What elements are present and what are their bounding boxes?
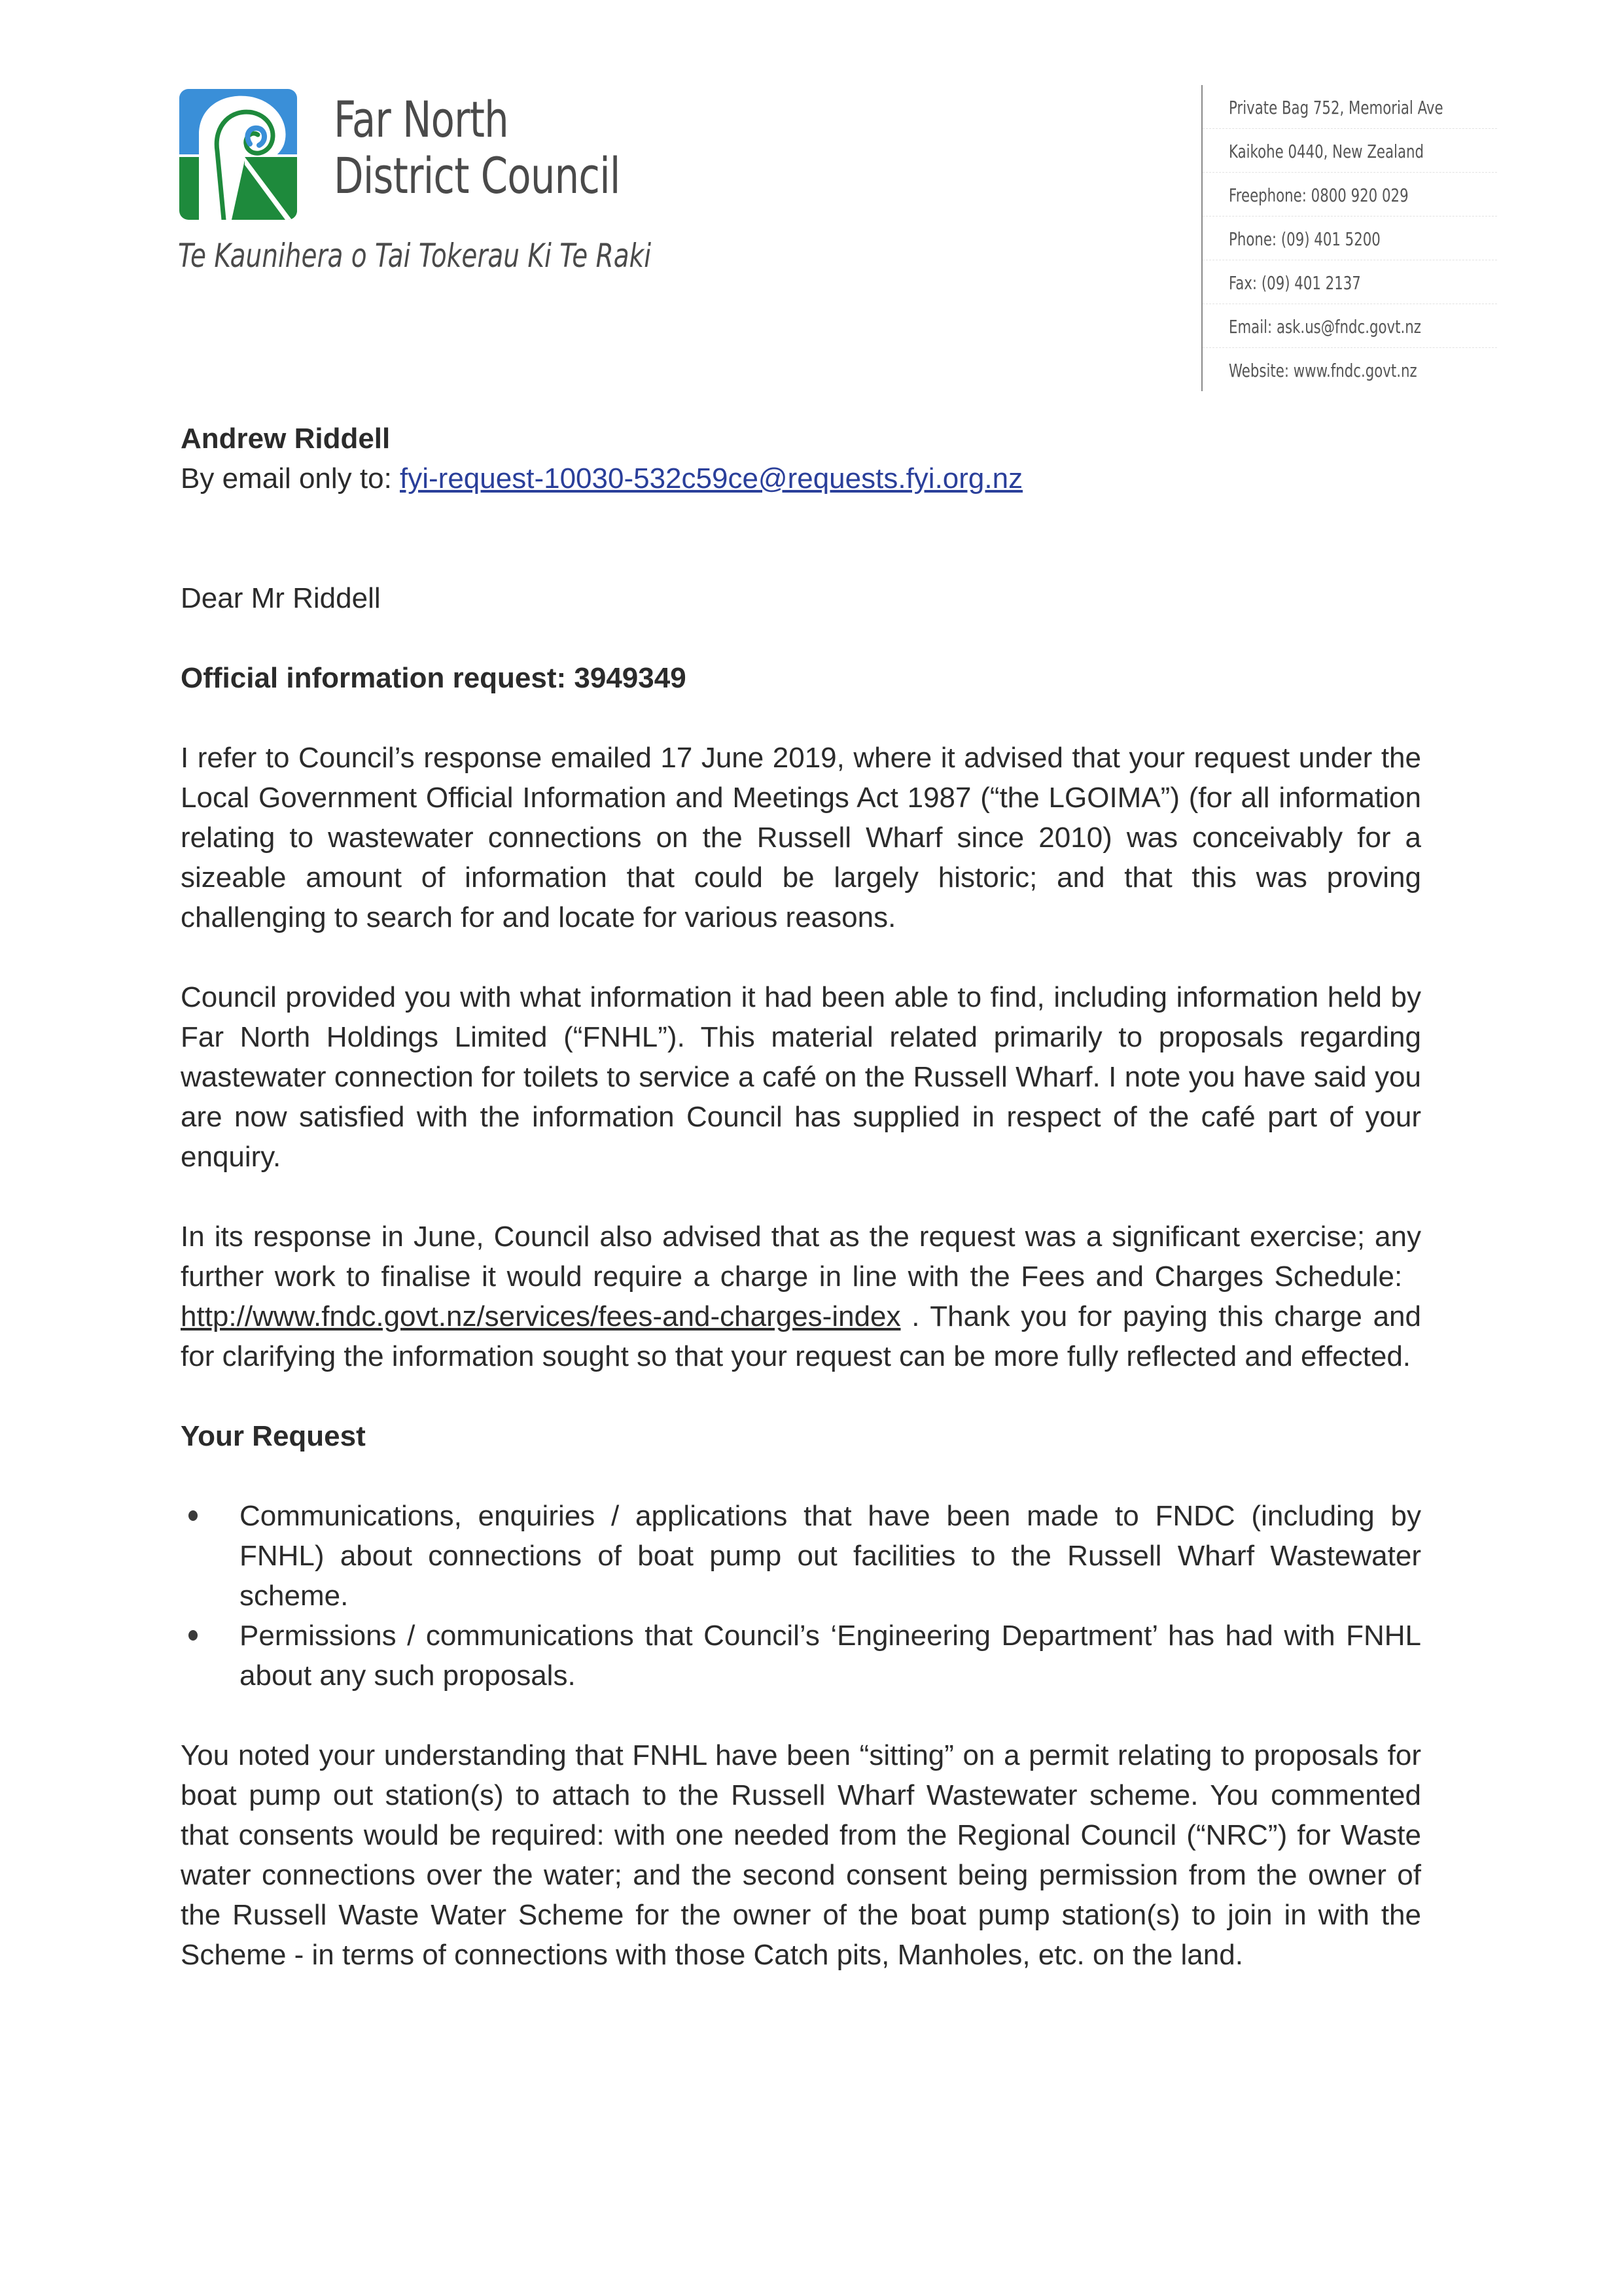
org-maori-name: Te Kaunihera o Tai Tokerau Ki Te Raki	[178, 237, 652, 275]
request-list	[181, 1496, 1421, 1696]
contact-block	[1201, 85, 1497, 391]
list-item-text: Communications, enquiries / applications that have been made to FNDC (including by FNHL) about connections of boat pump out facilities to the Russell Wharf Wastewater scheme.	[239, 1500, 1421, 1612]
paragraph-1: I refer to Council’s response emailed 17 June 2019, where it advised that your request under the Local Government Official Information and Meetings Act 1987 (“the LGOIMA”) (for all information relating to wastewater connections on the Russell Wharf since 2010) was conceivably for a sizeable amount of information that could be largely historic; and that this was proving challenging to search for and locate for various reasons.	[181, 742, 1421, 933]
delivery-line	[181, 459, 1421, 498]
recipient-email-link[interactable]: fyi-request-10030-532c59ce@requests.fyi.org.nz	[400, 462, 1023, 495]
contact-fax: Fax: (09) 401 2137	[1203, 260, 1497, 304]
delivery-label: By email only to:	[181, 462, 400, 495]
list-item	[181, 1616, 1421, 1696]
org-name-line-1: Far North	[334, 90, 508, 148]
subject-line: Official information request: 3949349	[181, 662, 686, 694]
paragraph-3-text-start: In its response in June, Council also advised that as the request was a significant exercise; any further work to finalise it would require a charge in line with the Fees and Charges Schedule:	[181, 1221, 1421, 1293]
council-logo-icon	[179, 89, 297, 220]
fees-and-charges-link[interactable]: http://www.fndc.govt.nz/services/fees-and-charges-index	[181, 1300, 901, 1332]
contact-freephone: Freephone: 0800 920 029	[1203, 173, 1497, 217]
paragraph-2: Council provided you with what information it had been able to find, including information held by Far North Holdings Limited (“FNHL”). This material related primarily to proposals regarding wastewater connection for toilets to service a café on the Russell Wharf. I note you have said you are now satisfied with the information Council has supplied in respect of the café part of your enquiry.	[181, 981, 1421, 1173]
list-item-text: Permissions / communications that Council’s ‘Engineering Department’ has had with FNHL about any such proposals.	[239, 1620, 1421, 1692]
contact-address-line-1: Private Bag 752, Memorial Ave	[1203, 85, 1497, 129]
contact-address-line-2: Kaikohe 0440, New Zealand	[1203, 129, 1497, 173]
org-name	[334, 92, 620, 204]
paragraph-4: You noted your understanding that FNHL have been “sitting” on a permit relating to proposals for boat pump out station(s) to attach to the Russell Wharf Wastewater scheme. You commented that consents would be required: with one needed from the Regional Council (“NRC”) for Waste water connections over the water; and the second consent being permission from the owner of the Russell Waste Water Scheme for the owner of the boat pump station(s) to join in with the Scheme - in terms of connections with those Catch pits, Manholes, etc. on the land.	[181, 1739, 1421, 1971]
contact-email: Email: ask.us@fndc.govt.nz	[1203, 304, 1497, 348]
section-heading-your-request: Your Request	[181, 1420, 366, 1452]
contact-website: Website: www.fndc.govt.nz	[1229, 360, 1417, 381]
paragraph-3-text-end: . Thank you for paying this charge and for clarifying the information sought so that your request can be more fully reflected and effected.	[181, 1300, 1421, 1372]
letter-body	[181, 419, 1421, 1975]
org-name-line-2: District Council	[334, 147, 620, 205]
bullet-icon	[188, 1630, 198, 1641]
paragraph-3	[181, 1217, 1421, 1376]
contact-phone: Phone: (09) 401 5200	[1203, 217, 1497, 260]
bullet-icon	[188, 1510, 198, 1521]
recipient-name: Andrew Riddell	[181, 423, 391, 455]
salutation: Dear Mr Riddell	[181, 582, 381, 614]
list-item	[181, 1496, 1421, 1616]
